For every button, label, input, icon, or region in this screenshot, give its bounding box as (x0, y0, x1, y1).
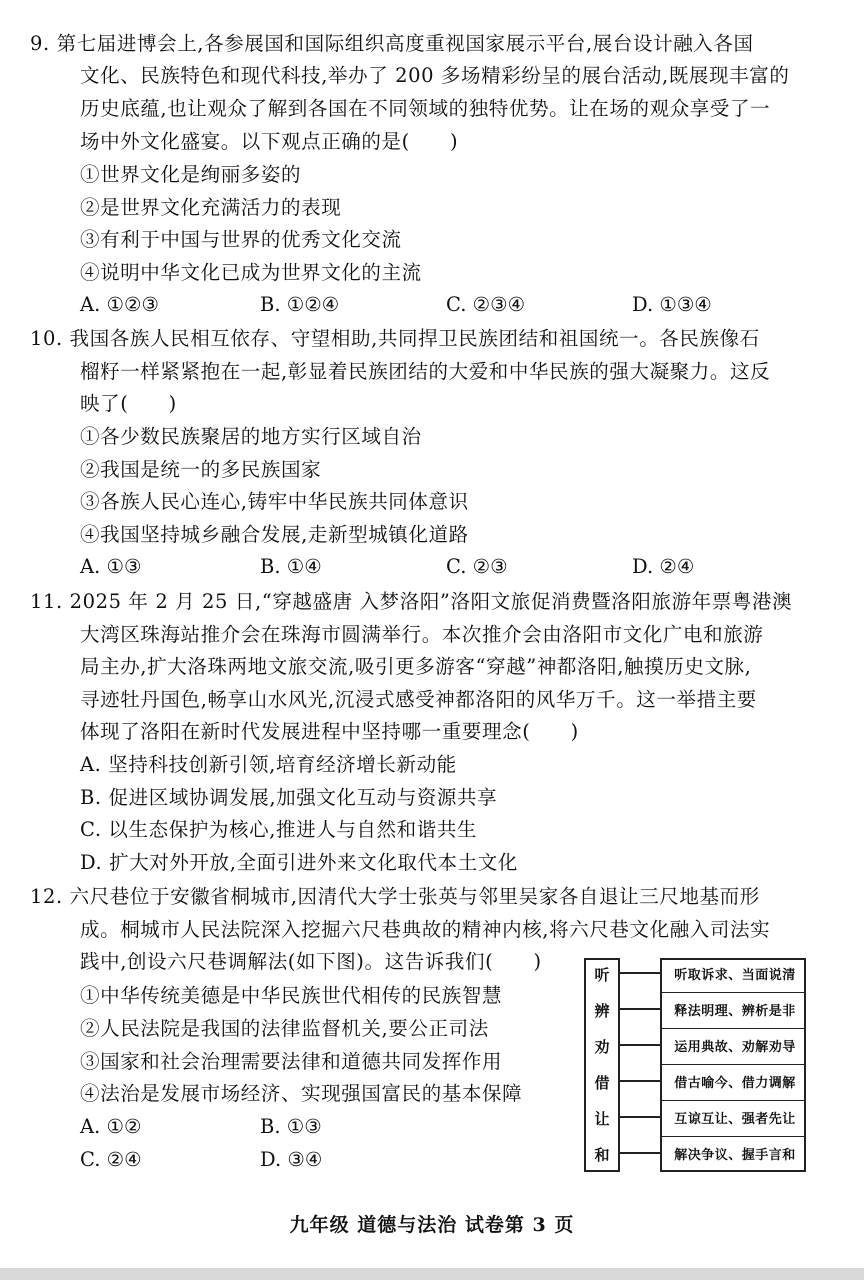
question-12-line-3: 践中,创设六尺巷调解法(如下图)。这告诉我们( ) (80, 950, 542, 973)
diagram-row-divider (660, 1064, 806, 1065)
diagram-step-char: 听 (594, 966, 610, 984)
question-10-line-1: 10. 我国各族人民相互依存、守望相助,共同捍卫民族团结和祖国统一。各民族像石 (30, 327, 760, 350)
statement-4: ④法治是发展市场经济、实现强国富民的基本保障 (80, 1082, 523, 1105)
diagram-connector (620, 1080, 660, 1082)
option-a[interactable]: A. 坚持科技创新引领,培育经济增长新动能 (80, 753, 457, 776)
statement-1: ①世界文化是绚丽多姿的 (80, 163, 302, 186)
statement-1: ①各少数民族聚居的地方实行区域自治 (80, 425, 422, 448)
option-d[interactable]: D. 扩大对外开放,全面引进外来文化取代本土文化 (80, 851, 518, 874)
diagram-row-divider (660, 992, 806, 993)
question-10-line-3: 映了( ) (80, 392, 177, 415)
diagram-row-divider (660, 1100, 806, 1101)
statement-2: ②是世界文化充满活力的表现 (80, 196, 342, 219)
question-11-line-3: 局主办,扩大洛珠两地文旅交流,吸引更多游客“穿越”神都洛阳,触摸历史文脉, (80, 655, 752, 678)
diagram-step-desc: 听取诉求、当面说清 (674, 968, 796, 983)
diagram-step-desc: 释法明理、辨析是非 (674, 1004, 796, 1019)
choice-d[interactable]: D. ①③④ (632, 293, 712, 316)
choice-d[interactable]: D. ②④ (632, 555, 695, 578)
question-11-line-1: 11. 2025 年 2 月 25 日,“穿越盛唐 入梦洛阳”洛阳文旅促消费暨洛阳旅游年票粤港澳 (30, 590, 793, 613)
choice-c[interactable]: C. ②③ (446, 555, 508, 578)
choice-b[interactable]: B. ①④ (260, 555, 322, 578)
page-footer: 九年级 道德与法治 试卷第 3 页 (289, 1214, 575, 1236)
choice-c[interactable]: C. ②③④ (446, 293, 526, 316)
diagram-right-box (660, 958, 806, 1172)
diagram-left-box (584, 958, 620, 1172)
diagram-connector (620, 972, 660, 974)
option-b[interactable]: B. 促进区域协调发展,加强文化互动与资源共享 (80, 786, 498, 809)
diagram-step-char: 辨 (594, 1002, 610, 1020)
diagram-connector (620, 1152, 660, 1154)
statement-2: ②我国是统一的多民族国家 (80, 458, 322, 481)
statement-3: ③有利于中国与世界的优秀文化交流 (80, 228, 402, 251)
choice-a[interactable]: A. ①② (80, 1115, 142, 1138)
choice-b[interactable]: B. ①②④ (260, 293, 340, 316)
statement-3: ③各族人民心连心,铸牢中华民族共同体意识 (80, 490, 469, 513)
diagram-row-divider (660, 1028, 806, 1029)
option-c[interactable]: C. 以生态保护为核心,推进人与自然和谐共生 (80, 818, 478, 841)
question-9-line-1: 9. 第七届进博会上,各参展国和国际组织高度重视国家展示平台,展台设计融入各国 (30, 32, 754, 55)
statement-2: ②人民法院是我国的法律监督机关,要公正司法 (80, 1017, 489, 1040)
scan-edge (0, 1268, 864, 1280)
question-10-line-2: 榴籽一样紧紧抱在一起,彰显着民族团结的大爱和中华民族的强大凝聚力。这反 (80, 360, 771, 383)
choice-d[interactable]: D. ③④ (260, 1148, 323, 1171)
statement-3: ③国家和社会治理需要法律和道德共同发挥作用 (80, 1050, 503, 1073)
diagram-step-char: 借 (594, 1074, 610, 1092)
choice-a[interactable]: A. ①③ (80, 555, 142, 578)
diagram-step-char: 和 (594, 1146, 610, 1164)
diagram-step-char: 让 (594, 1110, 610, 1128)
question-9-line-3: 历史底蕴,也让观众了解到各国在不同领域的独特优势。让在场的观众享受了一 (80, 97, 771, 120)
question-9-line-2: 文化、民族特色和现代科技,举办了 200 多场精彩纷呈的展台活动,既展现丰富的 (80, 64, 790, 87)
choice-b[interactable]: B. ①③ (260, 1115, 322, 1138)
choice-c[interactable]: C. ②④ (80, 1148, 142, 1171)
diagram-step-desc: 运用典故、劝解劝导 (674, 1040, 796, 1055)
diagram-connector (620, 1044, 660, 1046)
diagram-step-desc: 借古喻今、借力调解 (674, 1076, 796, 1091)
mediation-diagram (584, 958, 808, 1176)
question-12-line-1: 12. 六尺巷位于安徽省桐城市,因清代大学士张英与邻里吴家各自退让三尺地基而形 (30, 885, 760, 908)
diagram-step-char: 劝 (594, 1038, 610, 1056)
question-12-line-2: 成。桐城市人民法院深入挖掘六尺巷典故的精神内核,将六尺巷文化融入司法实 (80, 918, 771, 941)
statement-1: ①中华传统美德是中华民族世代相传的民族智慧 (80, 984, 503, 1007)
question-11-line-5: 体现了洛阳在新时代发展进程中坚持哪一重要理念( ) (80, 720, 579, 743)
diagram-connector (620, 1008, 660, 1010)
diagram-step-desc: 互谅互让、强者先让 (674, 1112, 796, 1127)
statement-4: ④说明中华文化已成为世界文化的主流 (80, 261, 422, 284)
diagram-step-desc: 解决争议、握手言和 (674, 1148, 796, 1163)
statement-4: ④我国坚持城乡融合发展,走新型城镇化道路 (80, 523, 469, 546)
question-11-line-4: 寻迹牡丹国色,畅享山水风光,沉浸式感受神都洛阳的风华万千。这一举措主要 (80, 688, 757, 711)
question-9-line-4: 场中外文化盛宴。以下观点正确的是( ) (80, 130, 459, 153)
choice-a[interactable]: A. ①②③ (80, 293, 159, 316)
diagram-row-divider (660, 1136, 806, 1137)
question-11-line-2: 大湾区珠海站推介会在珠海市圆满举行。本次推介会由洛阳市文化广电和旅游 (80, 623, 764, 646)
diagram-connector (620, 1116, 660, 1118)
